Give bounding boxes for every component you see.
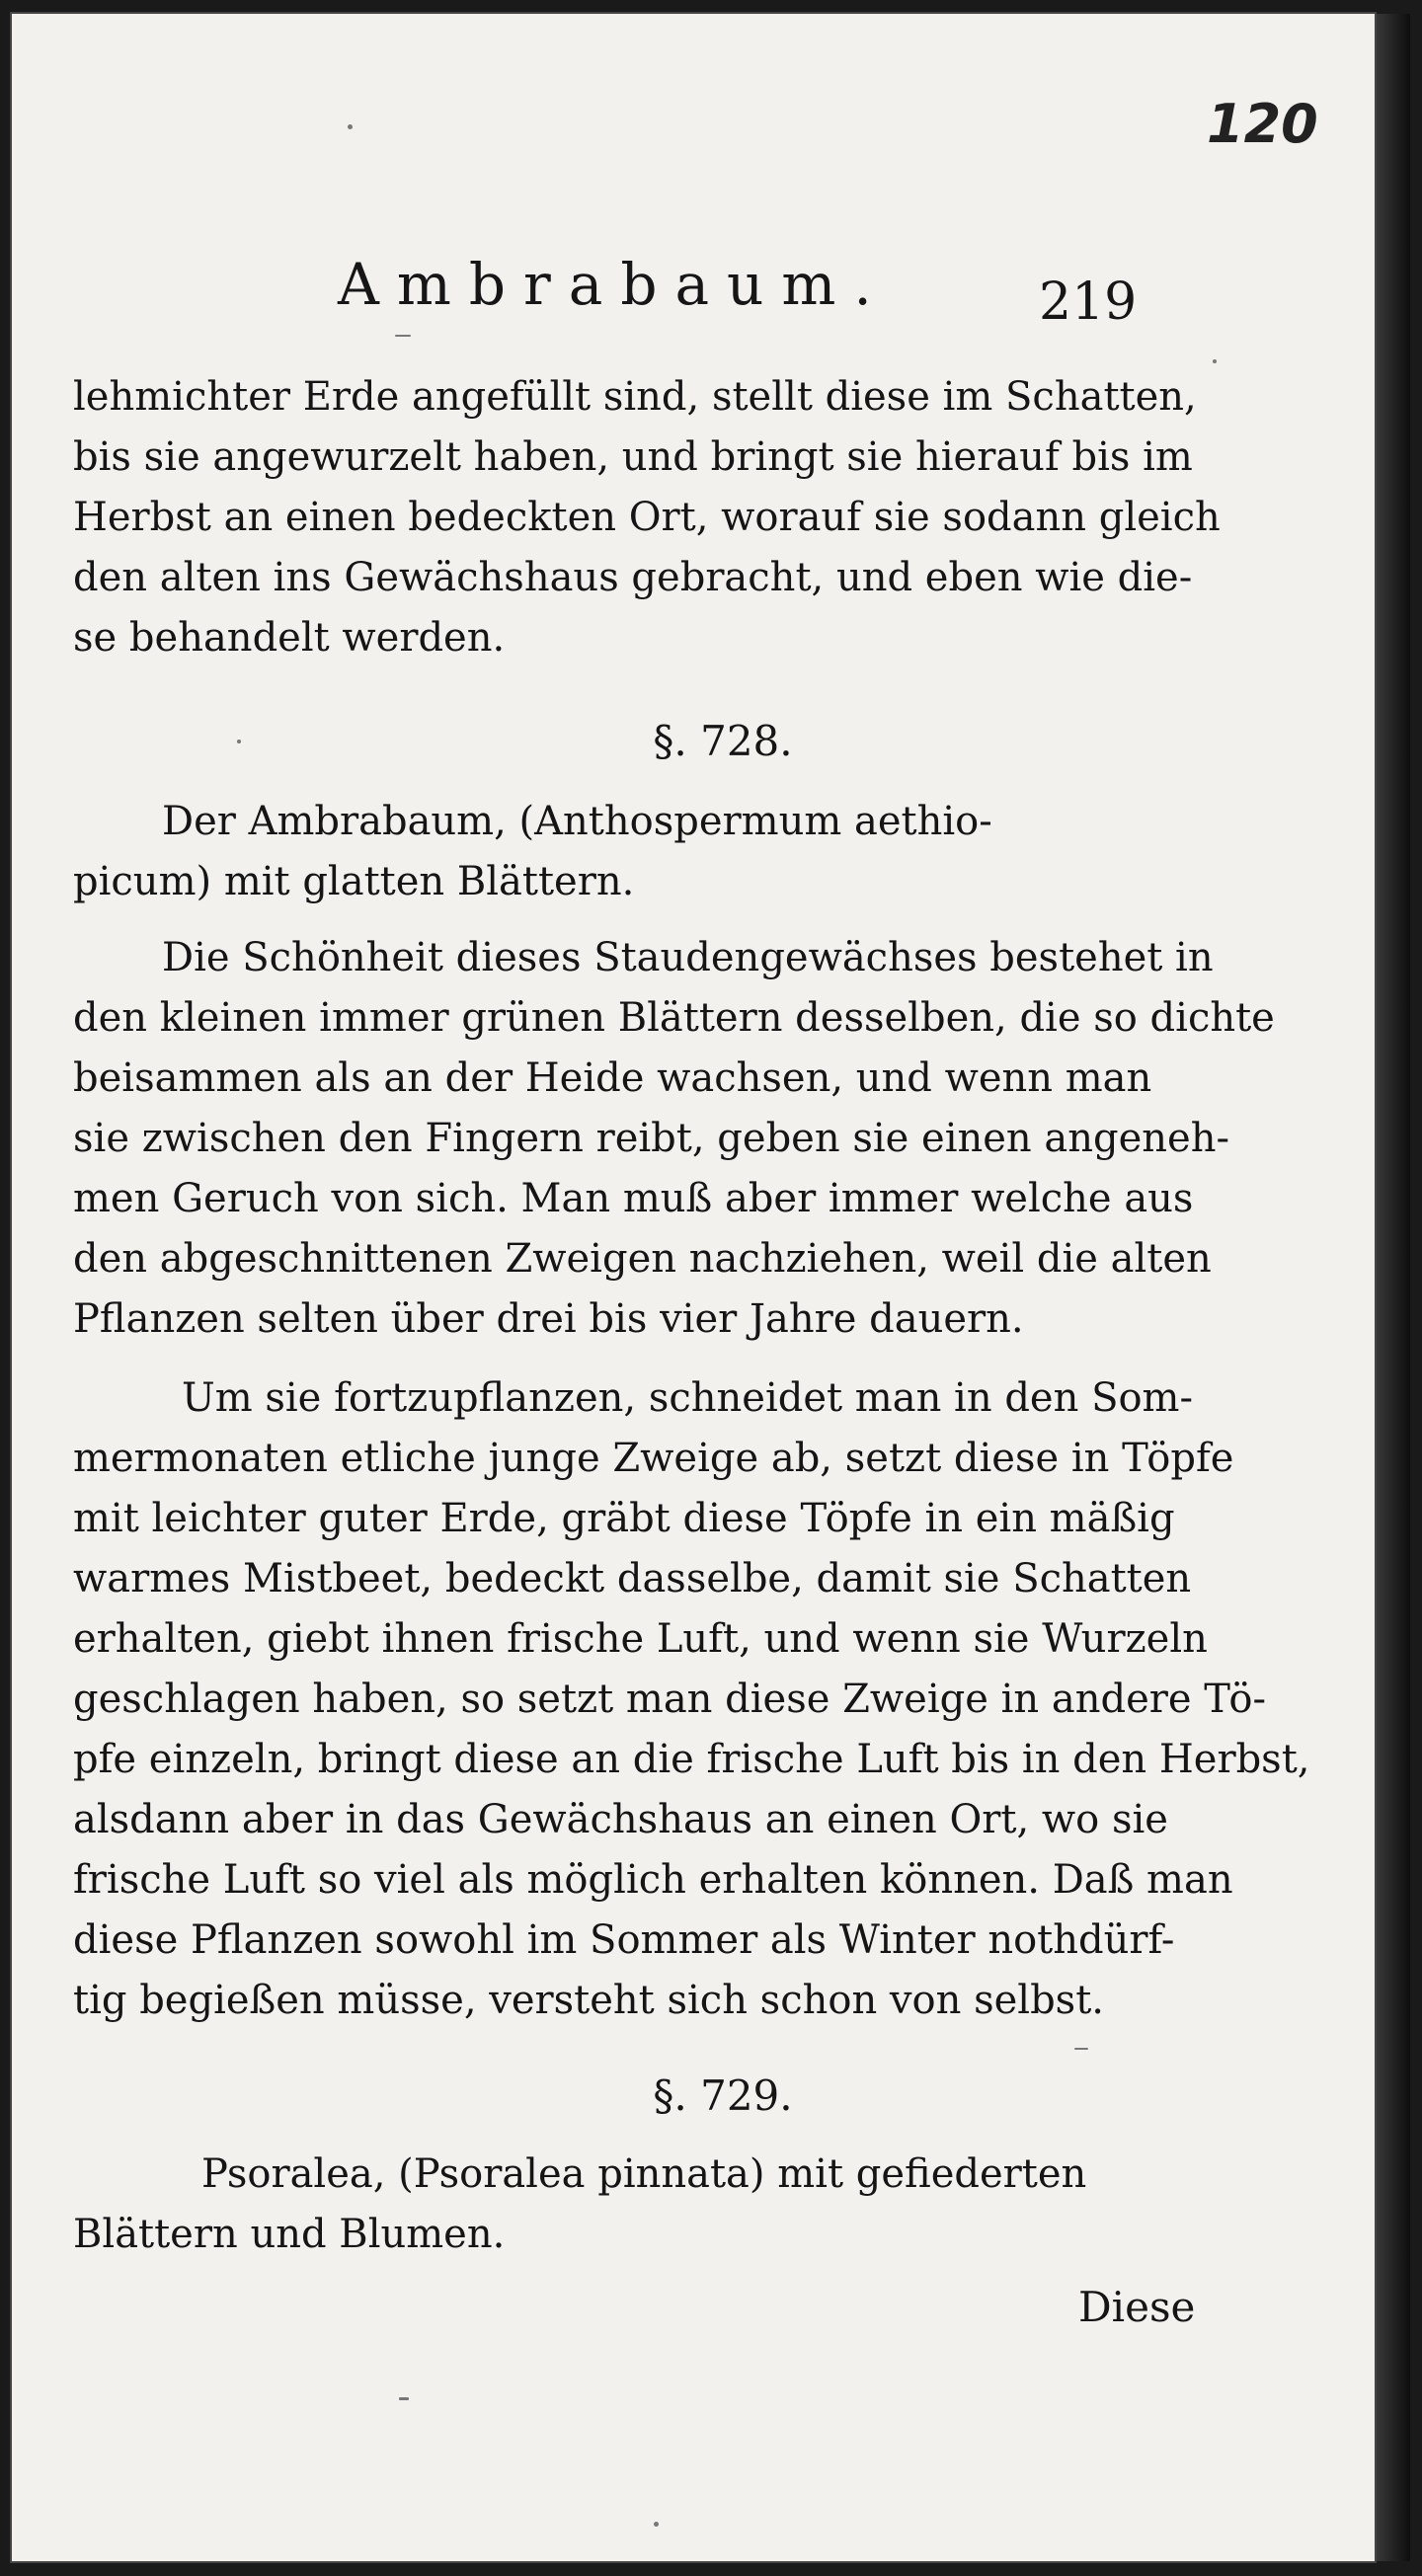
paper-speck [237,740,241,743]
text-line: den kleinen immer grünen Blättern desselben, die so dichte [73,995,1275,1041]
paragraph-728-1 [73,928,1275,1350]
paper-speck [654,2522,659,2527]
section-number-729: §. 729. [653,2071,793,2120]
text-line: den abgeschnittenen Zweigen nachziehen, weil die alten [73,1236,1212,1282]
text-line: sie zwischen den Fingern reibt, geben sie einen angeneh- [73,1116,1229,1161]
heading-line: Der Ambrabaum, (Anthospermum aethio- [162,799,992,844]
section-heading-728 [73,792,1169,912]
text-line: geschlagen haben, so setzt man diese Zweige in andere Tö- [73,1677,1267,1722]
running-head-title: Ambrabaum. [338,251,890,318]
text-line: frische Luft so viel als möglich erhalten können. Daß man [73,1857,1233,1903]
page-edge-shadow [1375,14,1410,2561]
text-line: alsdann aber in das Gewächshaus an einen Ort, wo sie [73,1797,1168,1842]
paper-speck [1213,359,1217,363]
heading-line: Psoralea, (Psoralea pinnata) mit gefiederten [201,2151,1087,2197]
text-line: mit leichter guter Erde, gräbt diese Töpfe in ein mäßig [73,1496,1175,1541]
section-number-728: §. 728. [653,717,793,765]
paper-speck [399,2397,409,2400]
folio-number: 120 [1207,93,1318,155]
text-line: Pflanzen selten über drei bis vier Jahre dauern. [73,1296,1024,1342]
paper-speck [1074,2048,1088,2050]
book-page [12,14,1375,2561]
catchword: Diese [1078,2283,1196,2331]
paper-speck [348,124,353,129]
text-line: beisammen als an der Heide wachsen, und wenn man [73,1055,1152,1101]
heading-line: picum) mit glatten Blättern. [73,859,635,904]
text-line: bis sie angewurzelt haben, und bringt sie hierauf bis im [73,434,1193,480]
text-line: tig begießen müsse, versteht sich schon von selbst. [73,1978,1104,2023]
heading-line: Blättern und Blumen. [73,2212,506,2257]
text-line: Herbst an einen bedeckten Ort, worauf sie sodann gleich [73,495,1221,540]
page-number: 219 [1039,273,1138,332]
text-line: warmes Mistbeet, bedeckt dasselbe, damit sie Schatten [73,1556,1192,1601]
text-line: diese Pflanzen sowohl im Sommer als Winter nothdürf- [73,1917,1175,1963]
text-line: men Geruch von sich. Man muß aber immer welche aus [73,1176,1194,1221]
text-line: Die Schönheit dieses Staudengewächses bestehet in [162,935,1214,980]
text-line: den alten ins Gewächshaus gebracht, und eben wie die- [73,555,1193,600]
text-line: se behandelt werden. [73,615,506,661]
text-line: pfe einzeln, bringt diese an die frische Luft bis in den Herbst, [73,1737,1310,1782]
paragraph-continuation [73,367,1221,668]
text-line: Um sie fortzupflanzen, schneidet man in den Som- [182,1375,1194,1421]
text-line: lehmichter Erde angefüllt sind, stellt diese im Schatten, [73,374,1197,420]
paper-speck [395,335,411,337]
text-line: mermonaten etliche junge Zweige ab, setzt diese in Töpfe [73,1436,1234,1481]
section-heading-729 [73,2145,1169,2265]
paragraph-728-2 [73,1368,1310,2031]
text-line: erhalten, giebt ihnen frische Luft, und wenn sie Wurzeln [73,1616,1208,1662]
